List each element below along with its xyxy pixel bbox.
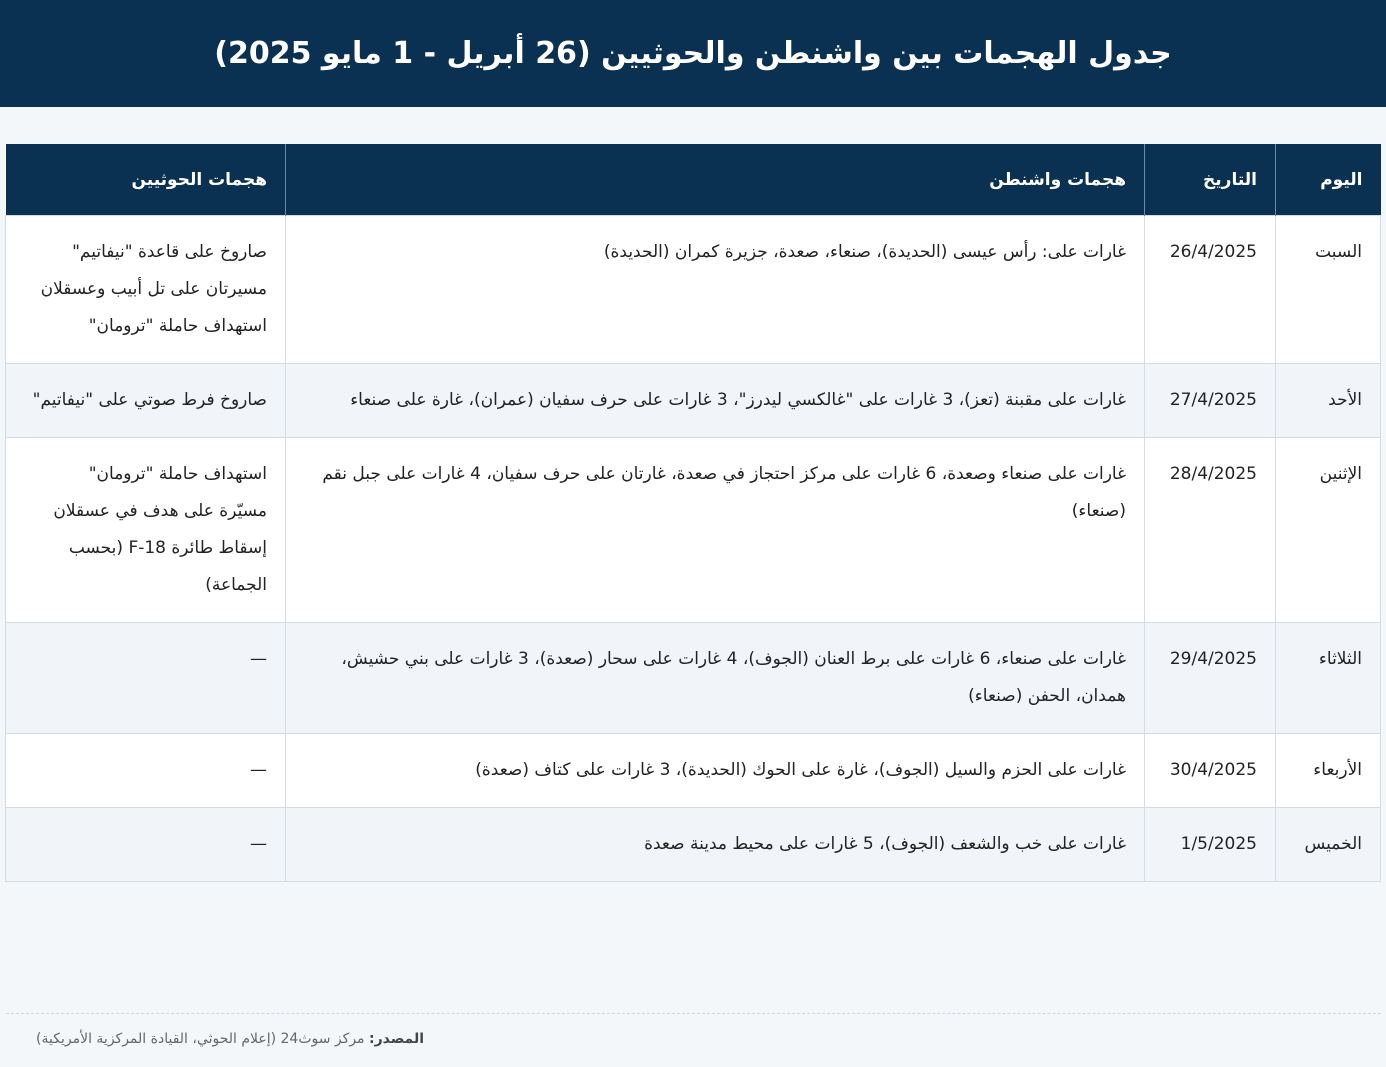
table-header-row [6,144,1381,216]
column-header-washington: هجمات واشنطن [286,144,1145,216]
cell-houthi-attacks [6,623,286,734]
cell-washington-attacks: غارات على مقبنة (تعز)، 3 غارات على "غالكسي ليدرز"، 3 غارات على حرف سفيان (عمران)، غارة على صنعاء [286,364,1145,438]
cell-day: الثلاثاء [1276,623,1381,734]
cell-day: الأحد [1276,364,1381,438]
cell-date: 30/4/2025 [1145,734,1276,808]
table-row [6,623,1381,734]
houthi-attack-item: مسيرتان على تل أبيب وعسقلان [40,279,267,299]
column-header-date: التاريخ [1145,144,1276,216]
cell-day: الإثنين [1276,438,1381,623]
houthi-attack-item: صاروخ على قاعدة "نيفاتيم" [72,242,267,262]
empty-dash: — [250,834,267,854]
cell-washington-attacks: غارات على صنعاء، 6 غارات على برط العنان (الجوف)، 4 غارات على سحار (صعدة)، 3 غارات على بني حشيش، همدان، الحفن (صنعاء) [286,623,1145,734]
houthi-attack-item: استهداف حاملة "ترومان" [88,316,267,336]
houthi-attack-item: صاروخ فرط صوتي على "نيفاتيم" [32,390,267,410]
page-title: جدول الهجمات بين واشنطن والحوثيين (26 أبريل - 1 مايو 2025) [214,36,1172,71]
cell-date: 29/4/2025 [1145,623,1276,734]
page-header [0,0,1386,107]
cell-washington-attacks: غارات على: رأس عيسى (الحديدة)، صنعاء، صعدة، جزيرة كمران (الحديدة) [286,216,1145,364]
empty-dash: — [250,649,267,669]
table-row [6,734,1381,808]
cell-day: الخميس [1276,808,1381,882]
table-row [6,808,1381,882]
cell-date: 26/4/2025 [1145,216,1276,364]
houthi-attack-item: استهداف حاملة "ترومان" [88,464,267,484]
cell-day: السبت [1276,216,1381,364]
source-text: مركز سوث24 (إعلام الحوثي، القيادة المركزية الأمريكية) [36,1031,365,1047]
cell-date: 28/4/2025 [1145,438,1276,623]
cell-houthi-attacks [6,364,286,438]
column-header-houthi: هجمات الحوثيين [6,144,286,216]
column-header-day: اليوم [1276,144,1381,216]
cell-washington-attacks: غارات على صنعاء وصعدة، 6 غارات على مركز احتجاز في صعدة، غارتان على حرف سفيان، 4 غارات على جبل نقم (صنعاء) [286,438,1145,623]
attacks-table-container [6,144,1381,882]
houthi-attack-item: إسقاط طائرة F-18 (بحسب الجماعة) [68,538,267,595]
source-label: المصدر: [369,1031,424,1047]
table-row [6,364,1381,438]
attacks-table [5,144,1381,882]
cell-date: 27/4/2025 [1145,364,1276,438]
empty-dash: — [250,760,267,780]
cell-washington-attacks: غارات على الحزم والسيل (الجوف)، غارة على الحوك (الحديدة)، 3 غارات على كتاف (صعدة) [286,734,1145,808]
cell-houthi-attacks [6,216,286,364]
table-row [6,438,1381,623]
cell-date: 1/5/2025 [1145,808,1276,882]
cell-houthi-attacks [6,438,286,623]
cell-houthi-attacks [6,808,286,882]
houthi-attack-item: مسيّرة على هدف في عسقلان [53,501,267,521]
footer-divider [6,1013,1381,1014]
table-row [6,216,1381,364]
source-note [36,1031,424,1047]
cell-houthi-attacks [6,734,286,808]
cell-washington-attacks: غارات على خب والشعف (الجوف)، 5 غارات على محيط مدينة صعدة [286,808,1145,882]
cell-day: الأربعاء [1276,734,1381,808]
